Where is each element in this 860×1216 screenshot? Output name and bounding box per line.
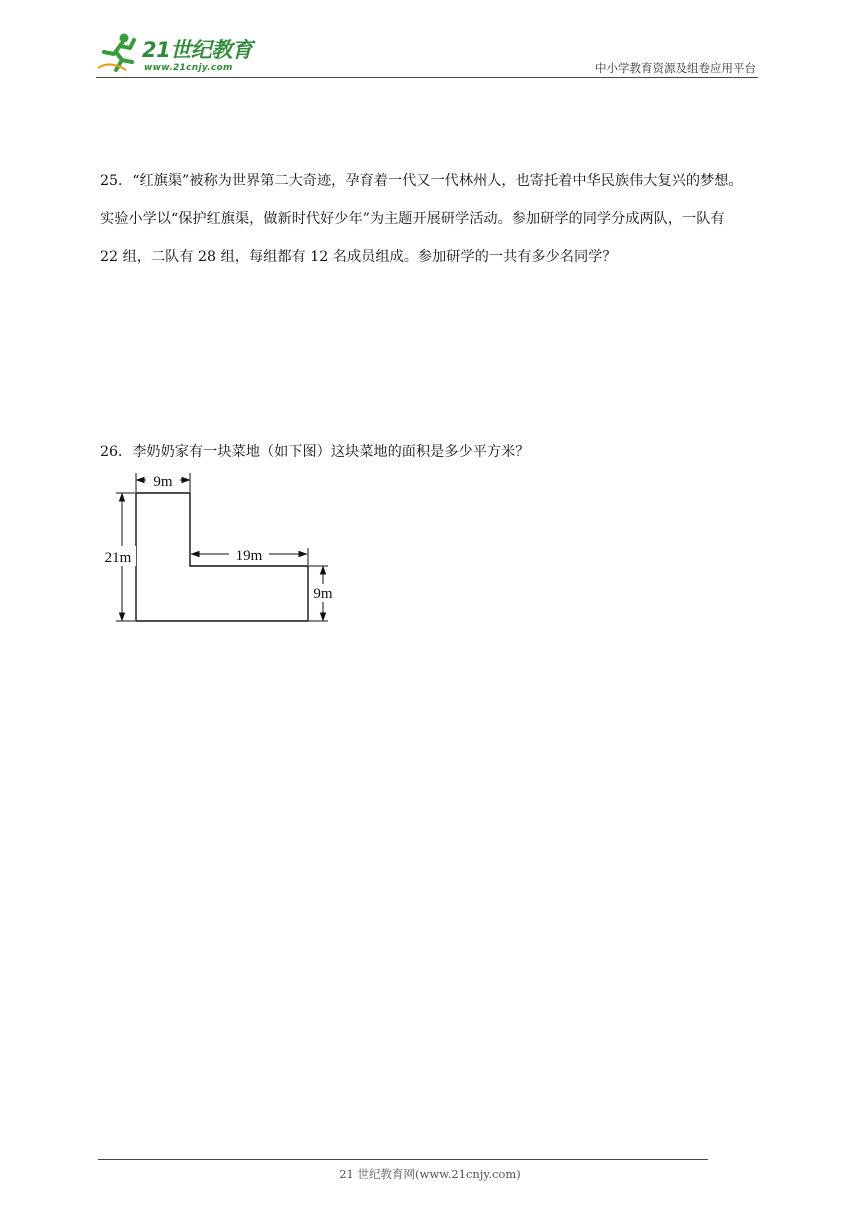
site-logo <box>96 30 266 76</box>
label-right-height: 9m <box>313 586 333 602</box>
question-25-line-2: 实验小学以“保护红旗渠，做新时代好少年”为主题开展研学活动。参加研学的同学分成两队，一队有 <box>100 211 725 227</box>
platform-name: 中小学教育资源及组卷应用平台 <box>595 61 756 75</box>
footer-text: 21 世纪教育网(www.21cnjy.com) <box>339 1167 521 1181</box>
l-shape-garden-figure <box>98 468 348 628</box>
footer-divider <box>98 1159 708 1160</box>
label-top-width: 9m <box>153 474 173 490</box>
question-26-line-1: 26．李奶奶家有一块菜地（如下图）这块菜地的面积是多少平方米？ <box>100 444 530 460</box>
question-25 <box>100 162 764 276</box>
header-divider <box>96 77 758 78</box>
label-right-width: 19m <box>235 548 263 564</box>
logo-text: 21世纪教育 <box>142 38 253 62</box>
running-man-icon <box>96 30 142 76</box>
page-header <box>96 30 758 78</box>
logo-url: www.21cnjy.com <box>144 63 233 73</box>
question-25-line-1: 25．“红旗渠”被称为世界第二大奇迹，孕育着一代又一代林州人，也寄托着中华民族伟大复兴的梦想。 <box>100 173 743 189</box>
question-26 <box>100 433 764 471</box>
label-total-height: 21m <box>104 550 132 566</box>
question-25-line-3: 22 组，二队有 28 组，每组都有 12 名成员组成。参加研学的一共有多少名同学？ <box>100 249 617 265</box>
garden-outline <box>136 493 308 621</box>
